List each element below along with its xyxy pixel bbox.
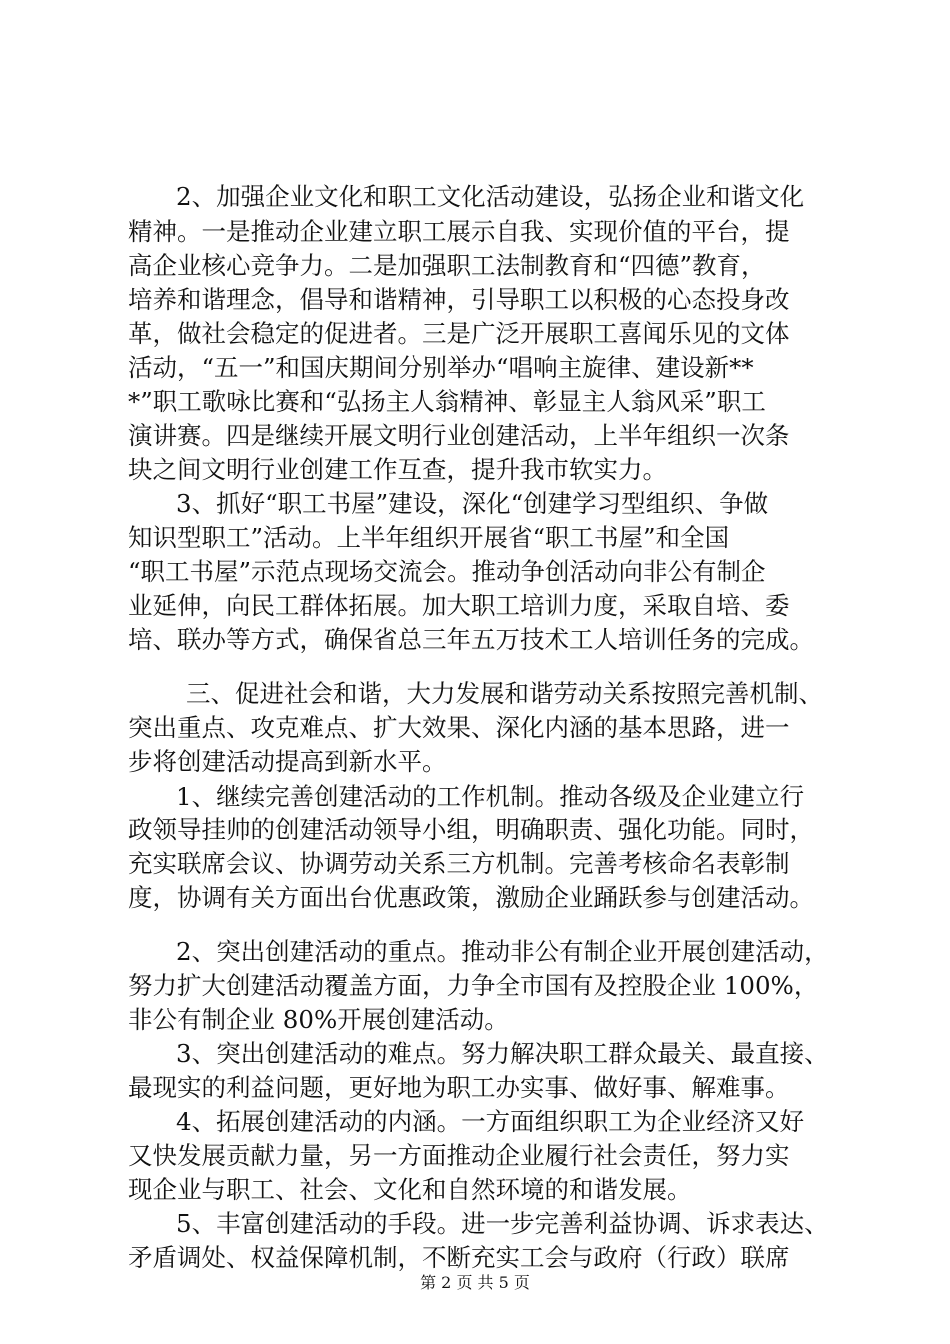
text-line: “职工书屋”示范点现场交流会。推动争创活动向非公有制企 (128, 557, 766, 586)
text-line: 精神。一是推动企业建立职工展示自我、实现价值的平台，提 (128, 217, 790, 246)
text-line: 非公有制企业 80%开展创建活动。 (128, 1005, 509, 1034)
text-line: 5、丰富创建活动的手段。进一步完善利益协调、诉求表达、 (176, 1209, 829, 1238)
text-line: *”职工歌咏比赛和“弘扬主人翁精神、彰显主人翁风采”职工 (128, 387, 766, 416)
text-line: 2、加强企业文化和职工文化活动建设，弘扬企业和谐文化 (176, 182, 805, 211)
text-line: 突出重点、攻克难点、扩大效果、深化内涵的基本思路，进一 (128, 713, 790, 742)
text-line: 现企业与职工、社会、文化和自然环境的和谐发展。 (128, 1175, 692, 1204)
text-line: 政领导挂帅的创建活动领导小组，明确职责、强化功能。同时， (128, 815, 814, 844)
text-line: 活动，“五一”和国庆期间分别举办“唱响主旋律、建设新** (128, 353, 754, 382)
text-line: 又快发展贡献力量，另一方面推动企业履行社会责任，努力实 (128, 1141, 790, 1170)
text-line: 培、联办等方式，确保省总三年五万技术工人培训任务的完成。 (128, 625, 814, 654)
text-line: 矛盾调处、权益保障机制，不断充实工会与政府（行政）联席 (128, 1243, 790, 1272)
text-line: 2、突出创建活动的重点。推动非公有制企业开展创建活动， (176, 937, 829, 966)
text-line: 三、促进社会和谐，大力发展和谐劳动关系按照完善机制、 (186, 679, 823, 708)
text-line: 知识型职工”活动。上半年组织开展省“职工书屋”和全国 (128, 523, 730, 552)
text-line: 3、突出创建活动的难点。努力解决职工群众最关、最直接、 (176, 1039, 829, 1068)
page-footer: 第 2 页 共 5 页 (420, 1273, 530, 1292)
text-line: 业延伸，向民工群体拓展。加大职工培训力度，采取自培、委 (128, 591, 790, 620)
text-line: 革，做社会稳定的促进者。三是广泛开展职工喜闻乐见的文体 (128, 319, 790, 348)
text-line: 培养和谐理念，倡导和谐精神，引导职工以积极的心态投身改 (128, 285, 790, 314)
text-line: 演讲赛。四是继续开展文明行业创建活动，上半年组织一次条 (128, 421, 790, 450)
text-line: 1、继续完善创建活动的工作机制。推动各级及企业建立行 (176, 782, 805, 811)
text-line: 充实联席会议、协调劳动关系三方机制。完善考核命名表彰制 (128, 849, 790, 878)
text-line: 3、抓好“职工书屋”建设，深化“创建学习型组织、争做 (176, 489, 769, 518)
text-line: 4、拓展创建活动的内涵。一方面组织职工为企业经济又好 (176, 1107, 805, 1136)
text-line: 最现实的利益问题，更好地为职工办实事、做好事、解难事。 (128, 1073, 790, 1102)
text-line: 步将创建活动提高到新水平。 (128, 747, 447, 776)
text-line: 高企业核心竞争力。二是加强职工法制教育和“四德”教育， (128, 251, 766, 280)
text-line: 块之间文明行业创建工作互查，提升我市软实力。 (128, 455, 667, 484)
text-line: 努力扩大创建活动覆盖方面，力争全市国有及控股企业 100%， (128, 971, 819, 1000)
text-line: 度，协调有关方面出台优惠政策，激励企业踊跃参与创建活动。 (128, 883, 814, 912)
